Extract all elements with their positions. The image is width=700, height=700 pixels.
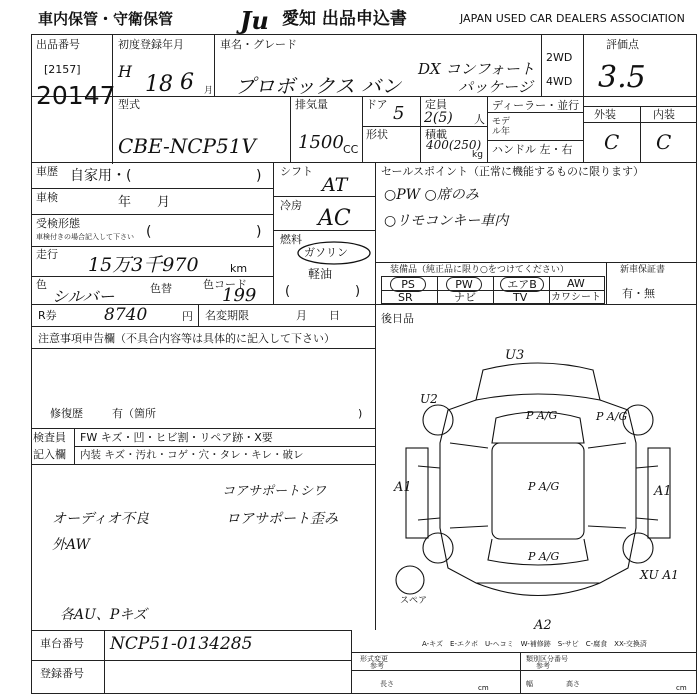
lot-label: 出品番号 [36, 38, 80, 51]
repair-label: 修復歴 [50, 407, 83, 420]
mark-pag-4: P A/G [528, 550, 560, 563]
mark-a1-left: A1 [394, 480, 412, 495]
recycle-label: R券 [38, 309, 57, 322]
reg-era: H [118, 62, 132, 81]
warranty-label: 新車保証書 [620, 265, 666, 275]
mark-a1-right: A1 [654, 484, 672, 499]
history-close: ) [256, 168, 262, 184]
note-lower-support: ロアサポート歪み [226, 511, 338, 527]
repair-close: ) [358, 407, 363, 420]
equip-ps: PS [390, 277, 426, 292]
size-label-2: 参考 [370, 662, 384, 670]
load-unit: kg [472, 150, 483, 160]
car-name: プロボックス バン [235, 74, 402, 98]
int-label: 内装 [653, 108, 675, 121]
equip-sr: SR [398, 291, 413, 304]
size-label-4: 参考 [536, 662, 550, 670]
ac-value: AC [318, 206, 351, 231]
ext-label: 外装 [594, 108, 616, 121]
history-label: 車歴 [36, 165, 58, 178]
reg-month: 6 [180, 70, 194, 95]
length-label: 長さ [380, 680, 394, 688]
record-label: 記入欄 [33, 448, 66, 461]
recycle-unit: 円 [182, 310, 193, 323]
repair-value: 有（箇所 [112, 407, 156, 420]
cc-label: 排気量 [295, 98, 328, 111]
mark-pag-3: P A/G [528, 480, 560, 493]
reg-year: 18 [145, 72, 173, 97]
score-label: 評価点 [606, 38, 639, 51]
mark-xu-a1: XU A1 [640, 568, 679, 582]
history-value: 自家用・( [70, 168, 132, 184]
length-unit: cm [478, 684, 489, 692]
model-year-label: モデル年 [492, 117, 511, 137]
cap-label: 定員 [425, 98, 447, 111]
recycle-amount: 8740 [104, 305, 148, 325]
sales-line2: ○リモコンキー車内 [384, 213, 509, 229]
color-change-label: 色替 [150, 282, 172, 295]
door-value: 5 [393, 103, 405, 124]
ju-logo: Ju [240, 6, 269, 35]
cc-value: 1500 [298, 132, 344, 153]
inspector-label: 検査員 [33, 431, 66, 444]
score-value: 3.5 [598, 60, 646, 95]
color-code-value: 199 [222, 285, 257, 306]
receive-note: 車検付きの場合記入して下さい [36, 233, 134, 241]
reg-number-label: 登録番号 [40, 667, 84, 680]
load-label: 積載 [425, 128, 447, 141]
fuel-label: 燃料 [280, 233, 302, 246]
dealer-label: ディーラー・並行 [492, 99, 580, 112]
meihen-label: 名変期限 [205, 309, 249, 322]
door-label: ドア [366, 98, 388, 111]
shaken-label: 車検 [36, 191, 58, 204]
spare-label: スペア [400, 596, 428, 606]
drive-2wd: 2WD [546, 51, 573, 64]
equip-label: 装備品（純正品に限り○をつけてください） [390, 265, 569, 275]
equip-airbag: エアB [500, 277, 544, 292]
equip-navi: ナビ [454, 291, 476, 304]
reg-month-unit: 月 [204, 86, 214, 96]
reg-label: 初度登録年月 [118, 38, 184, 51]
receive-close: ) [256, 224, 262, 240]
sales-label: セールスポイント（正常に機能するものに限ります） [381, 165, 645, 178]
shape-label: 形状 [366, 128, 388, 141]
color-value: シルバー [52, 287, 115, 306]
mileage-label: 走行 [36, 248, 58, 261]
shaken-value: 年 月 [118, 195, 171, 210]
note-aw: 外AW [52, 537, 90, 553]
chassis-label: 車台番号 [40, 637, 84, 650]
receive-open: ( [146, 224, 152, 240]
equip-aw: AW [567, 277, 585, 290]
height-label: 高さ [566, 680, 580, 688]
note-each: 各AU、Pキズ [60, 607, 148, 623]
meihen-value: 月 日 [296, 309, 340, 322]
sales-line1: ○PW ○席のみ [384, 187, 479, 203]
grade-line2: パッケージ [458, 78, 533, 96]
cap-value: 2(5) [424, 110, 453, 126]
interior-row: 内装 キズ・汚れ・コゲ・穴・タレ・キレ・破レ [80, 449, 304, 461]
cc-unit: CC [343, 143, 359, 156]
equip-tv: TV [513, 291, 528, 304]
fuel-open: ( [285, 284, 291, 299]
load-value: 400(250) [426, 138, 482, 152]
shift-value: AT [322, 174, 348, 196]
drive-4wd: 4WD [546, 75, 573, 88]
mileage-value: 15万3千970 [88, 254, 199, 276]
mileage-unit: km [230, 262, 248, 275]
damage-legend: A-キズ E-エクボ U-ヘコミ W-補修跡 S-サビ C-腐食 XX-交換済 [422, 640, 647, 648]
mark-u3: U3 [505, 348, 525, 363]
chassis-value: NCP51-0134285 [110, 634, 253, 654]
title-left: 車内保管・守衛保管 [38, 10, 174, 28]
warranty-value: 有・無 [622, 287, 655, 300]
note-audio: オーディオ不良 [52, 511, 149, 527]
mark-a2: A2 [534, 618, 552, 633]
size-label-1: 形式変更 [360, 655, 388, 663]
fuel-diesel: 軽油 [308, 267, 333, 281]
model-label: 型式 [118, 98, 140, 111]
lot-sub: [2157] [44, 63, 81, 76]
shift-label: シフト [280, 165, 313, 178]
handle-label: ハンドル 左・右 [492, 143, 573, 156]
ac-label: 冷房 [280, 199, 302, 212]
notes-label: 注意事項申告欄（不具合内容等は具体的に記入して下さい） [38, 332, 335, 345]
height-unit: cm [676, 684, 687, 692]
cap-unit: 人 [474, 113, 485, 126]
model-value: CBE-NCP51V [118, 134, 256, 158]
mark-pag-1: P A/G [526, 409, 558, 422]
equip-leather: カワシート [551, 292, 601, 303]
association-name: JAPAN USED CAR DEALERS ASSOCIATION [460, 12, 685, 25]
receive-label: 受検形態 [36, 217, 80, 230]
int-grade: C [656, 130, 672, 154]
after-label: 後日品 [381, 312, 414, 325]
size-label-3: 類別区分番号 [526, 655, 568, 663]
color-label: 色 [36, 278, 47, 291]
color-code-label: 色コード [203, 278, 247, 291]
width-label: 幅 [526, 680, 533, 688]
fuel-circle [296, 240, 372, 266]
car-name-label: 車名・グレード [220, 38, 297, 51]
brand-title: 愛知 出品申込書 [282, 9, 407, 29]
note-core-support: コアサポートシワ [222, 484, 327, 499]
fuel-gas: ガソリン [304, 246, 348, 259]
fw-row: FW キズ・凹・ヒビ割・リペア跡・X要 [80, 431, 273, 444]
fuel-close: ) [355, 284, 361, 299]
mark-pag-2: P A/G [596, 410, 628, 423]
lot-number: 20147 [36, 81, 116, 110]
mark-u2: U2 [420, 392, 438, 406]
grade-line1: DX コンフォート [418, 60, 535, 78]
equip-pw: PW [446, 277, 482, 292]
ext-grade: C [604, 130, 620, 154]
